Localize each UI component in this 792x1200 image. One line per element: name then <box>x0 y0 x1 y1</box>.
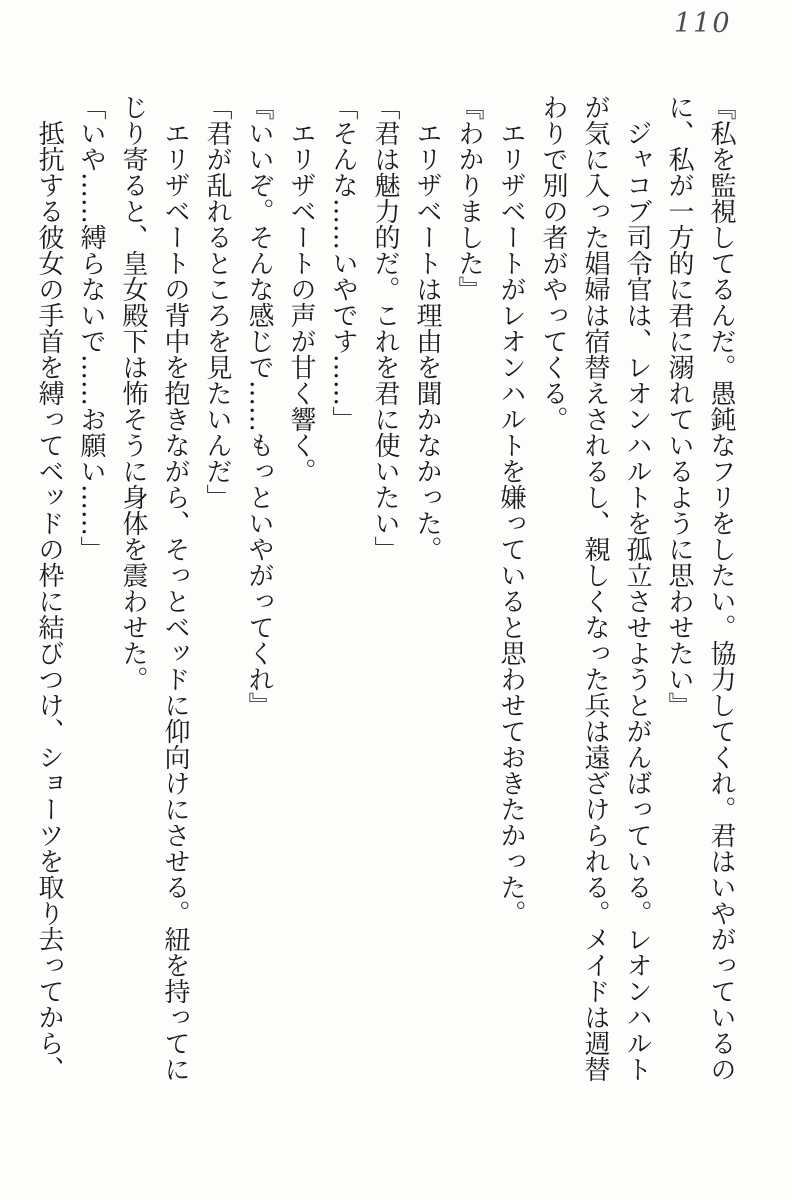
text-line: エリザベートの声が甘く響く。 <box>286 120 316 484</box>
page-number: 110 <box>674 8 732 39</box>
vertical-text-block <box>28 94 742 1134</box>
text-line: じり寄ると、皇女殿下は怖そうに身体を震わせた。 <box>118 94 148 692</box>
text-line: エリザベートは理由を聞かなかった。 <box>412 120 442 562</box>
text-line: が気に入った娼婦は宿替えされるし、親しくなった兵は遠ざけられる。メイドは週替 <box>580 94 610 1082</box>
text-line: に、私が一方的に君に溺れているように思わせたい』 <box>664 94 694 718</box>
text-line: 『わかりました』 <box>454 94 484 302</box>
text-line: 『いいぞ。そんな感じで……もっといやがってくれ』 <box>244 94 274 718</box>
text-line: 「君が乱れるところを見たいんだ」 <box>202 94 232 510</box>
text-line: 「君は魅力的だ。これを君に使いたい」 <box>370 94 400 562</box>
text-line: エリザベートがレオンハルトを嫌っていると思わせておきたかった。 <box>496 120 526 926</box>
text-line: 「そんな……いやです……」 <box>328 94 358 432</box>
text-line: 『私を監視してるんだ。愚鈍なフリをしたい。協力してくれ。君はいやがっているの <box>706 94 736 1082</box>
text-line: 「いや……縛らないで……お願い……」 <box>76 94 106 562</box>
text-line: ジャコブ司令官は、レオンハルトを孤立させようとがんばっている。レオンハルト <box>622 120 652 1082</box>
text-line: エリザベートの背中を抱きながら、そっとベッドに仰向けにさせる。紐を持ってに <box>160 120 190 1082</box>
text-line: 抵抗する彼女の手首を縛ってベッドの枠に結びつけ、ショーツを取り去ってから、 <box>34 120 64 1082</box>
text-line: わりで別の者がやってくる。 <box>538 94 568 432</box>
